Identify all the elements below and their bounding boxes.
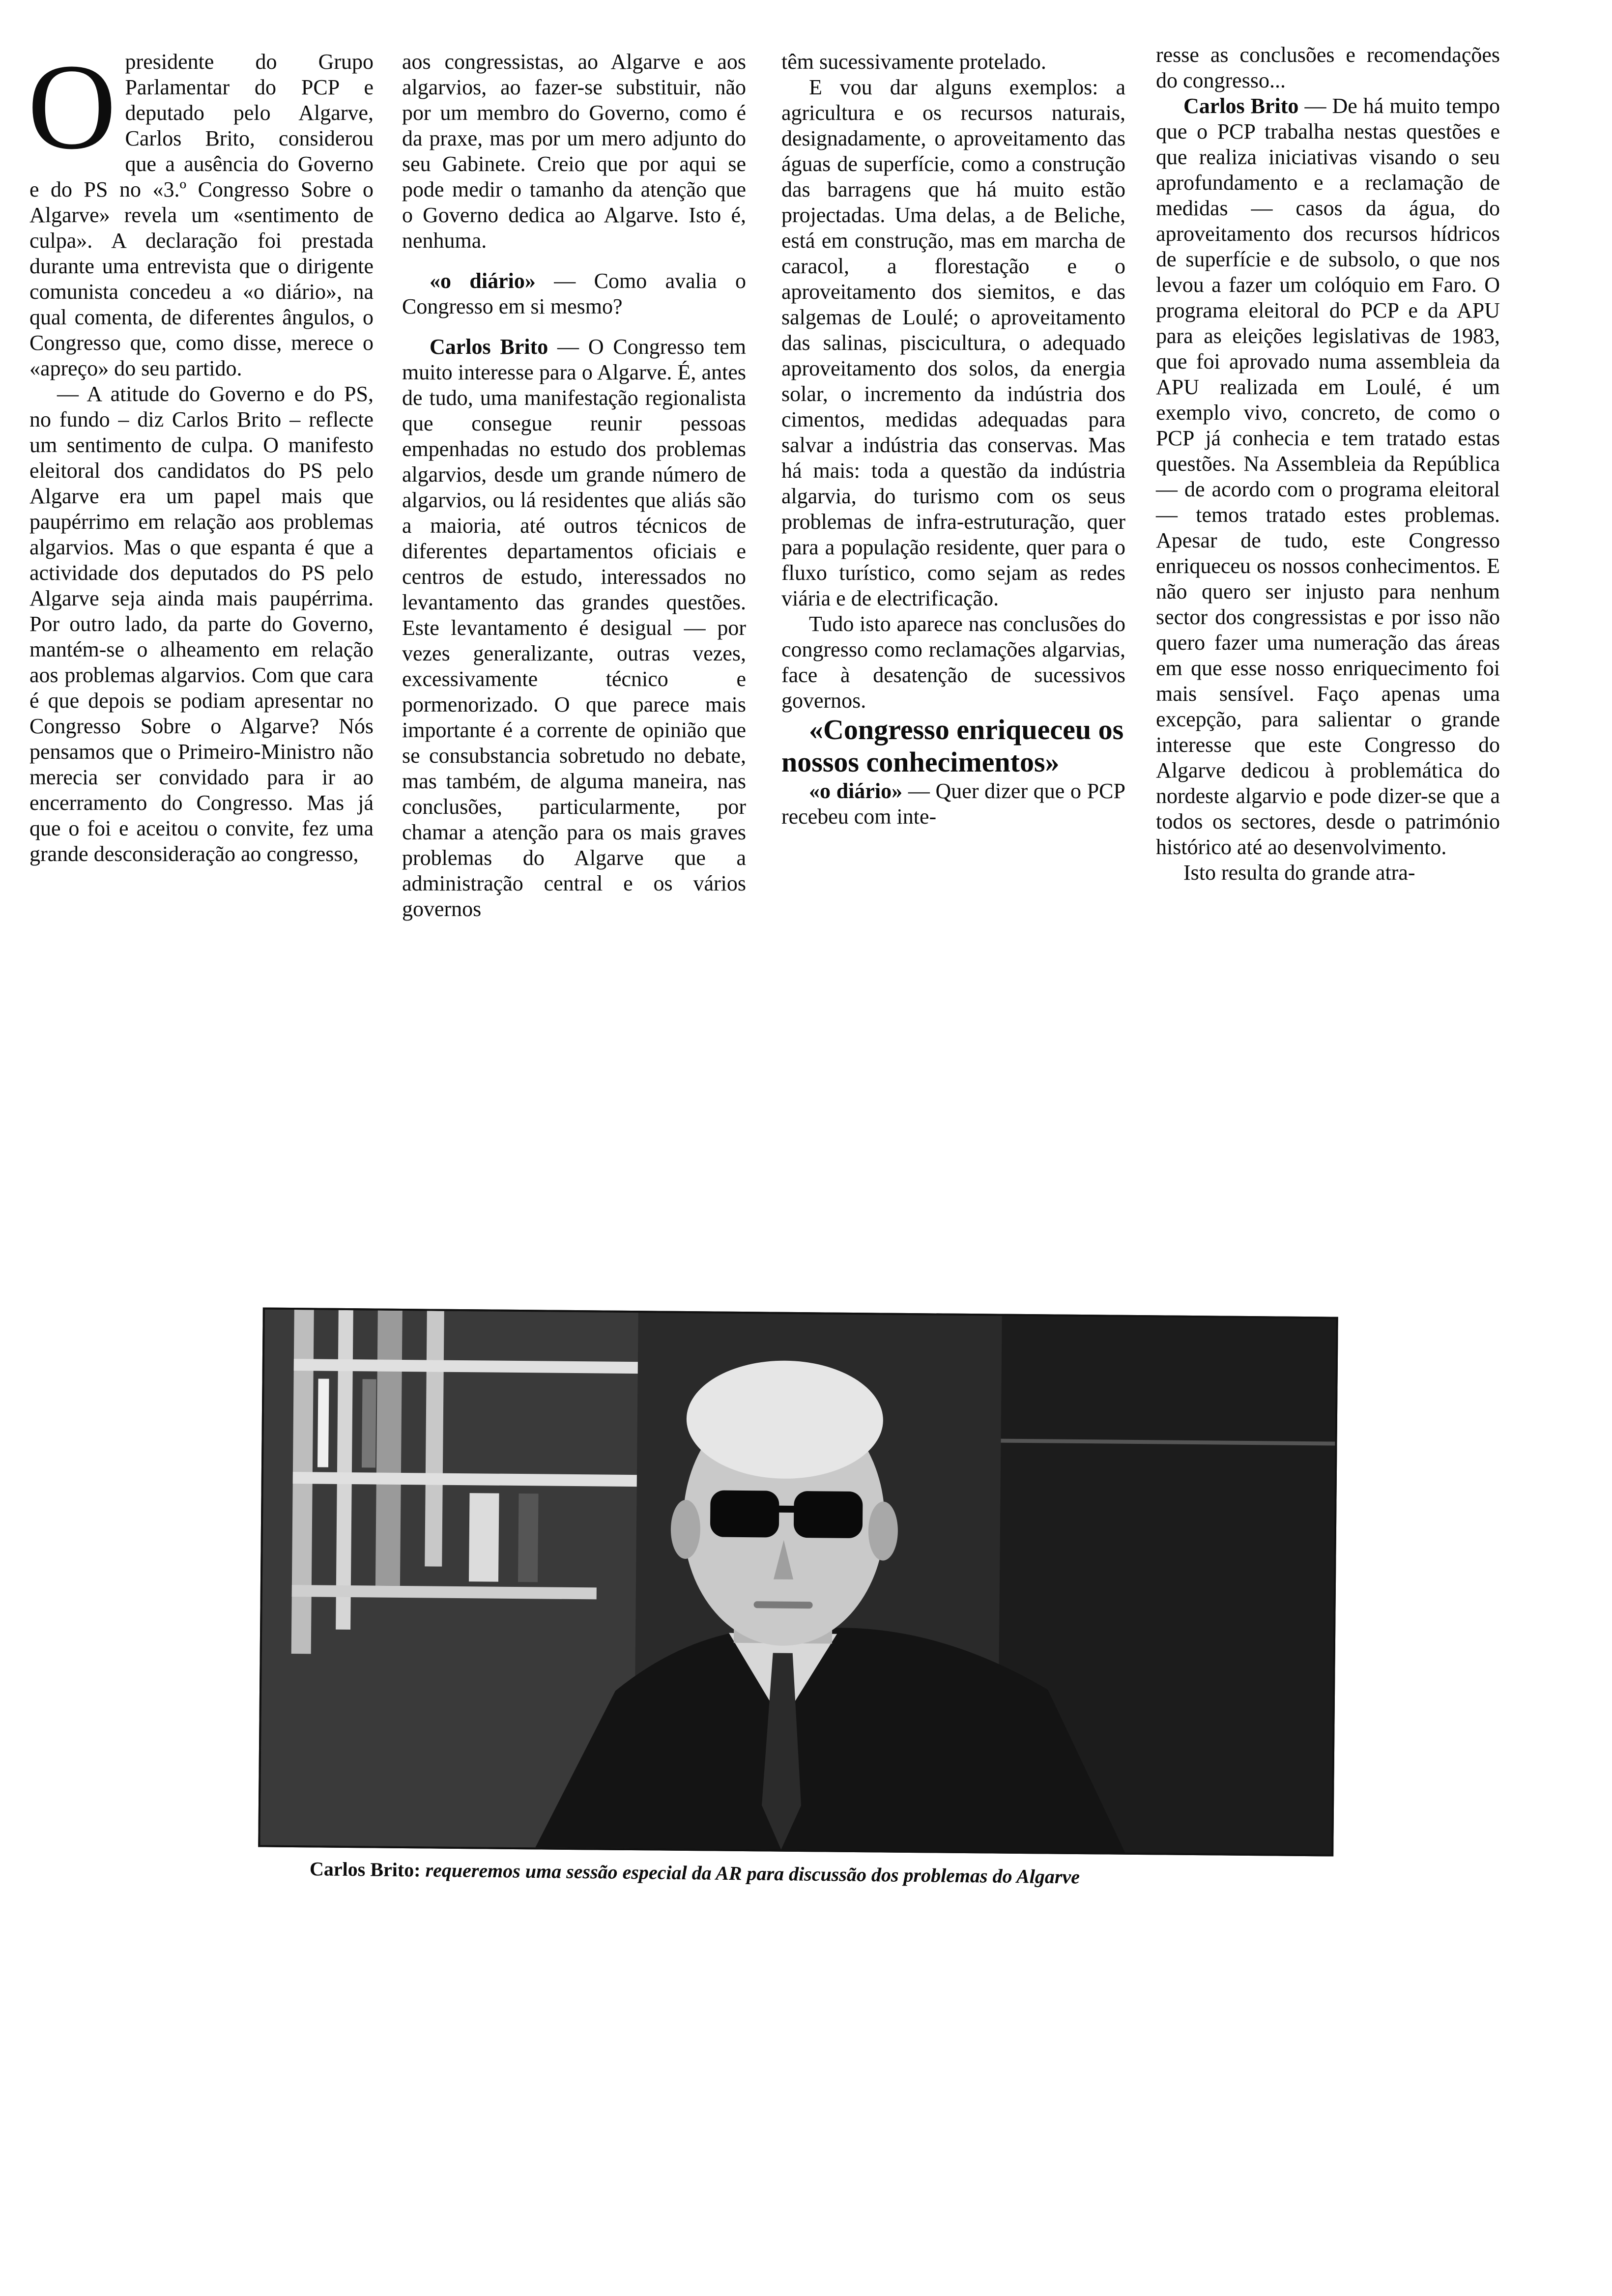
question-text: — Quer dizer que o PCP recebeu com inte-: [781, 779, 1125, 829]
interview-answer: [402, 334, 746, 922]
question-speaker: «o diário»: [430, 269, 536, 293]
article-column-2: [402, 49, 746, 922]
paragraph: Isto resulta do grande atra-: [1183, 861, 1415, 885]
article-column-1: [28, 39, 374, 867]
portrait-image: [260, 1310, 1336, 1855]
answer-speaker: Carlos Brito: [430, 335, 548, 359]
drop-cap: O: [28, 39, 116, 175]
interview-question: [402, 268, 746, 319]
answer-text: — O Congresso tem muito interesse para o Algarve. É, antes de tudo, uma manifestação regionalista que consegue reunir pessoas empenhadas no estudo dos problemas algarvios, desde um grande número de algarvios, ou lá residentes que aliás são a maioria, até outros técnicos de diferentes departamentos oficiais e centros de estudo, interessados no levantamento das grandes questões. Este levantamento é desigual — por vezes generalizante, outras vezes, excessivamente técnico e pormenorizado. O que parece mais importante é a corrente de opinião que se consubstancia sobretudo no debate, mas também, de alguma maneira, nas conclusões, particularmente, por chamar a atenção para os mais graves problemas do Algarve que a administração central e os vários governos: [402, 335, 746, 921]
paragraph: E vou dar alguns exemplos: a agricultura e os recursos naturais, designadamente, o aproveitamento das águas de superfície, como a construção das barragens que há muito estão projectadas. Uma delas, a de Beliche, está em construção, mas em marcha de caracol, a florestação e o aproveitamento dos siemitos, e das salgemas de Loulé; o aproveitamento das salinas, piscicultura, o adequado aproveitamento dos solos, da energia solar, o incremento da indústria dos cimentos, medidas adequadas para salvar a indústria das conservas. Mas há mais: toda a questão da indústria algarvia, do turismo com os seus problemas de infra-estruturação, quer para a população residente, quer para o fluxo turístico, como sejam as redes viária e de electrificação.: [781, 75, 1125, 610]
article-column-3: [781, 49, 1125, 830]
question-text: — Como avalia o Congresso em si mesmo?: [402, 269, 747, 318]
lead-paragraph: [28, 39, 374, 381]
paragraph: Tudo isto aparece nas conclusões do congresso como reclamações algarvias, face à desatenção de sucessivos governos.: [781, 612, 1125, 713]
paragraph: — A atitude do Governo e do PS, no fundo – diz Carlos Brito – reflecte um sentimento de culpa. O manifesto eleitoral dos candidatos do PS pelo Algarve era um papel mais que paupérrimo em relação aos problemas algarvios. Mas o que espanta é que a actividade dos deputados do PS pelo Algarve seja ainda mais paupérrima. Por outro lado, da parte do Governo, mantém-se o alheamento em relação aos problemas algarvios. Com que cara é que depois se podiam apresentar no Congresso Sobre o Algarve? Nós pensamos que o Primeiro-Ministro não merecia ser convidado para ir ao encerramento do Congresso. Mas já que o foi e aceitou o convite, fez uma grande desconsideração ao congresso,: [29, 382, 374, 866]
paragraph: resse as conclusões e recomendações do congresso...: [1156, 43, 1500, 92]
section-headline: «Congresso enriqueceu os nossos conhecimentos»: [781, 714, 1124, 778]
article-column-4: [1156, 42, 1500, 886]
paragraph: têm sucessivamente protelado.: [781, 50, 1046, 74]
answer-speaker: Carlos Brito: [1183, 94, 1299, 118]
portrait-photo: [258, 1307, 1338, 1856]
caption-text: requeremos uma sessão especial da AR para discussão dos problemas do Algarve: [420, 1859, 1080, 1888]
caption-name: Carlos Brito:: [309, 1858, 421, 1881]
interview-question: [781, 778, 1125, 830]
interview-answer: [1156, 93, 1500, 860]
photo-caption: [310, 1857, 1332, 1892]
question-speaker: «o diário»: [809, 779, 903, 803]
answer-text: — De há muito tempo que o PCP trabalha nestas questões e que realiza iniciativas visando o seu aprofundamento e a reclamação de medidas — casos da água, do aproveitamento dos recursos hídricos de superfície e de subsolo, o que nos levou a fazer um colóquio em Faro. O programa eleitoral do PCP e da APU para as eleições legislativas de 1983, que foi aprovado numa assembleia da APU realizada em Loulé, é um exemplo vivo, concreto, de como o PCP já conhecia e tem tratado estas questões. Na Assembleia da República — de acordo com o programa eleitoral — temos tratado estes problemas. Apesar de tudo, este Congresso enriqueceu os nossos conhecimentos. E não quero ser injusto para nenhum sector dos congressistas e por isso não quero fazer uma numeração das áreas em que esse nosso enriquecimento foi mais sensível. Faço apenas uma excepção, para salientar o grande interesse que este Congresso do Algarve dedicou à problemática do nordeste algarvio e pode dizer-se que a todos os sectores, desde o património histórico até ao desenvolvimento.: [1156, 94, 1500, 859]
paragraph: aos congressistas, ao Algarve e aos algarvios, ao fazer-se substituir, não por um membro do Governo, como é da praxe, mas por um mero adjunto do seu Gabinete. Creio que por aqui se pode medir o tamanho da atenção que o Governo dedica ao Algarve. Isto é, nenhuma.: [402, 50, 746, 253]
lead-text: presidente do Grupo Parlamentar do PCP e deputado pelo Algarve, Carlos Brito, considerou que a ausência do Governo e do PS no «3.º Congresso Sobre o Algarve» revela um «sentimento de culpa». A declaração foi prestada durante uma entrevista que o dirigente comunista concedeu a «o diário», na qual comenta, de diferentes ângulos, o Congresso que, como disse, merece o «apreço» do seu partido.: [29, 50, 374, 380]
